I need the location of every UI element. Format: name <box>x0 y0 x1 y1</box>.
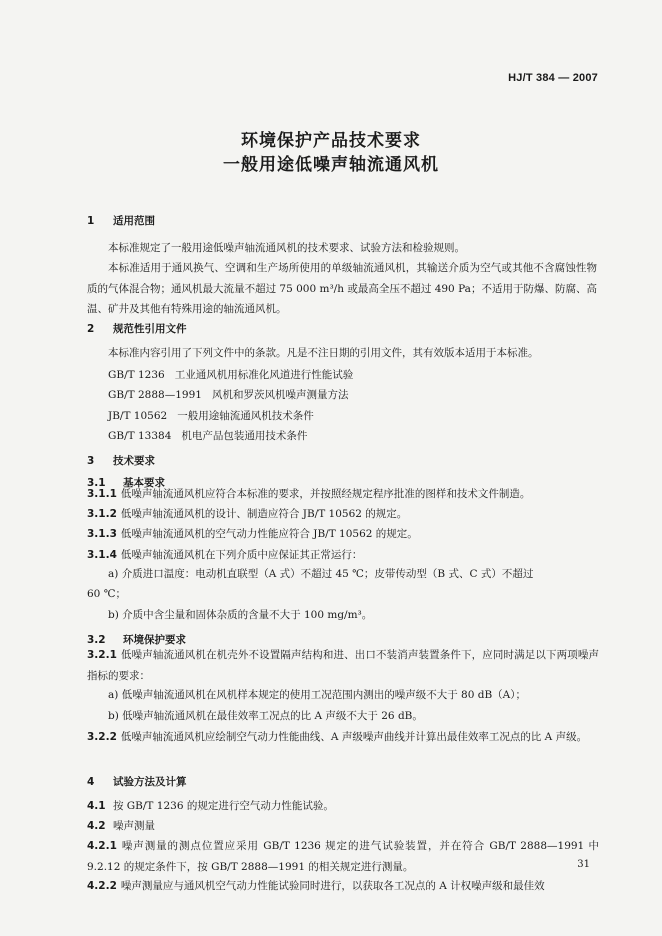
standard-code: HJ/T 384 — 2007 <box>508 72 598 84</box>
clause-text: 低噪声轴流通风机应绘制空气动力性能曲线、A 声级噪声曲线并计算出最佳效率工况点的比 A 声级。 <box>120 731 588 743</box>
clause-text: 低噪声轴流通风机的空气动力性能应符合 JB/T 10562 的规定。 <box>120 528 418 540</box>
subsection-title: 基本要求 <box>123 477 165 489</box>
section-title: 适用范围 <box>113 215 155 227</box>
clause-text: 按 GB/T 1236 的规定进行空气动力性能试验。 <box>112 800 334 812</box>
clause-number: 3.2.2 <box>87 731 117 743</box>
section-1-heading <box>87 213 155 228</box>
clause-4-2-1 <box>87 836 599 877</box>
subsection-4-2-heading <box>87 816 599 837</box>
list-item-3-2-1-b: b) 低噪声轴流通风机在最佳效率工况点的比 A 声级不大于 26 dB。 <box>108 710 423 722</box>
page-title-line2: 一般用途低噪声轴流通风机 <box>223 155 439 175</box>
clause-3-1-4 <box>87 545 599 566</box>
section-title: 规范性引用文件 <box>113 323 187 335</box>
clause-number: 4.2 <box>87 820 106 832</box>
page-title-line1: 环境保护产品技术要求 <box>241 131 421 151</box>
page-number: 31 <box>577 859 590 870</box>
clause-number: 3.1.4 <box>87 549 117 561</box>
section-number: 2 <box>87 323 95 335</box>
subsection-title: 环境保护要求 <box>123 634 186 646</box>
clause-number: 4.1 <box>87 800 106 812</box>
clause-text: 噪声测量应与通风机空气动力性能试验同时进行，以获取各工况点的 A 计权噪声级和最佳效 <box>120 880 545 892</box>
clause-number: 3.1.2 <box>87 508 117 520</box>
clause-3-1-1 <box>87 484 599 505</box>
section-1-paragraph-2: 本标准适用于通风换气、空调和生产场所使用的单级轴流通风机，其输送介质为空气或其他不含腐蚀性物质的气体混合物；通风机最大流量不超过 75 000 m³/h 或最高全压不超过 490 Pa；不适用于防爆、防腐、高温、矿井及其他有特殊用途的轴流通风机。 <box>87 262 597 315</box>
reference-item: JB/T 10562 一般用途轴流通风机技术条件 <box>108 410 314 422</box>
list-item-3-2-1-a: a) 低噪声轴流通风机在风机样本规定的使用工况范围内测出的噪声级不大于 80 dB（A）； <box>108 689 526 701</box>
section-1-paragraph-1: 本标准规定了一般用途低噪声轴流通风机的技术要求、试验方法和检验规则。 <box>108 242 465 254</box>
clause-4-1 <box>87 796 599 817</box>
section-title: 试验方法及计算 <box>113 776 187 788</box>
clause-3-2-1 <box>87 645 599 686</box>
clause-4-2-2 <box>87 876 599 896</box>
reference-item: GB/T 13384 机电产品包装通用技术条件 <box>108 430 308 442</box>
section-3-heading <box>87 453 155 468</box>
clause-text: 低噪声轴流通风机在机壳外不设置隔声结构和进、出口不装消声装置条件下，应同时满足以下两项噪声指标的要求： <box>87 649 599 682</box>
clause-number: 3.1.3 <box>87 528 117 540</box>
clause-number: 4.2.2 <box>87 880 117 892</box>
list-item-3-1-4-a: a) 介质进口温度：电动机直联型（A 式）不超过 45 ℃；皮带传动型（B 式、C 式）不超过 <box>108 568 534 580</box>
section-number: 3 <box>87 455 95 467</box>
section-number: 1 <box>87 215 95 227</box>
subsection-number: 3.2 <box>87 634 106 646</box>
clause-text: 低噪声轴流通风机在下列介质中应保证其正常运行： <box>120 549 363 561</box>
clause-number: 3.1.1 <box>87 488 117 500</box>
list-item-3-1-4-b: b) 介质中含尘量和固体杂质的含量不大于 100 mg/m³。 <box>108 609 373 621</box>
section-title: 技术要求 <box>113 455 155 467</box>
clause-text: 噪声测量的测点位置应采用 GB/T 1236 规定的进气试验装置，并在符合 GB/T 2888—1991 中 9.2.12 的规定条件下，按 GB/T 2888—1991 的相关规定进行测量。 <box>87 840 599 873</box>
section-4-heading <box>87 774 187 789</box>
clause-number: 3.2.1 <box>87 649 117 661</box>
clause-3-1-2 <box>87 504 599 525</box>
clause-text: 噪声测量 <box>112 820 155 832</box>
reference-item: GB/T 1236 工业通风机用标准化风道进行性能试验 <box>108 369 354 381</box>
subsection-number: 3.1 <box>87 477 106 489</box>
section-2-paragraph-1: 本标准内容引用了下列文件中的条款。凡是不注日期的引用文件，其有效版本适用于本标准。 <box>108 347 539 359</box>
clause-3-1-3 <box>87 524 599 545</box>
clause-3-2-2 <box>87 727 599 748</box>
list-item-3-1-4-a-continued: 60 ℃； <box>87 588 126 600</box>
clause-text: 低噪声轴流通风机的设计、制造应符合 JB/T 10562 的规定。 <box>120 508 408 520</box>
reference-item: GB/T 2888—1991 风机和罗茨风机噪声测量方法 <box>108 389 349 401</box>
section-number: 4 <box>87 776 95 788</box>
section-2-heading <box>87 321 187 336</box>
clause-text: 低噪声轴流通风机应符合本标准的要求，并按照经规定程序批准的图样和技术文件制造。 <box>120 488 531 500</box>
clause-number: 4.2.1 <box>87 840 117 852</box>
